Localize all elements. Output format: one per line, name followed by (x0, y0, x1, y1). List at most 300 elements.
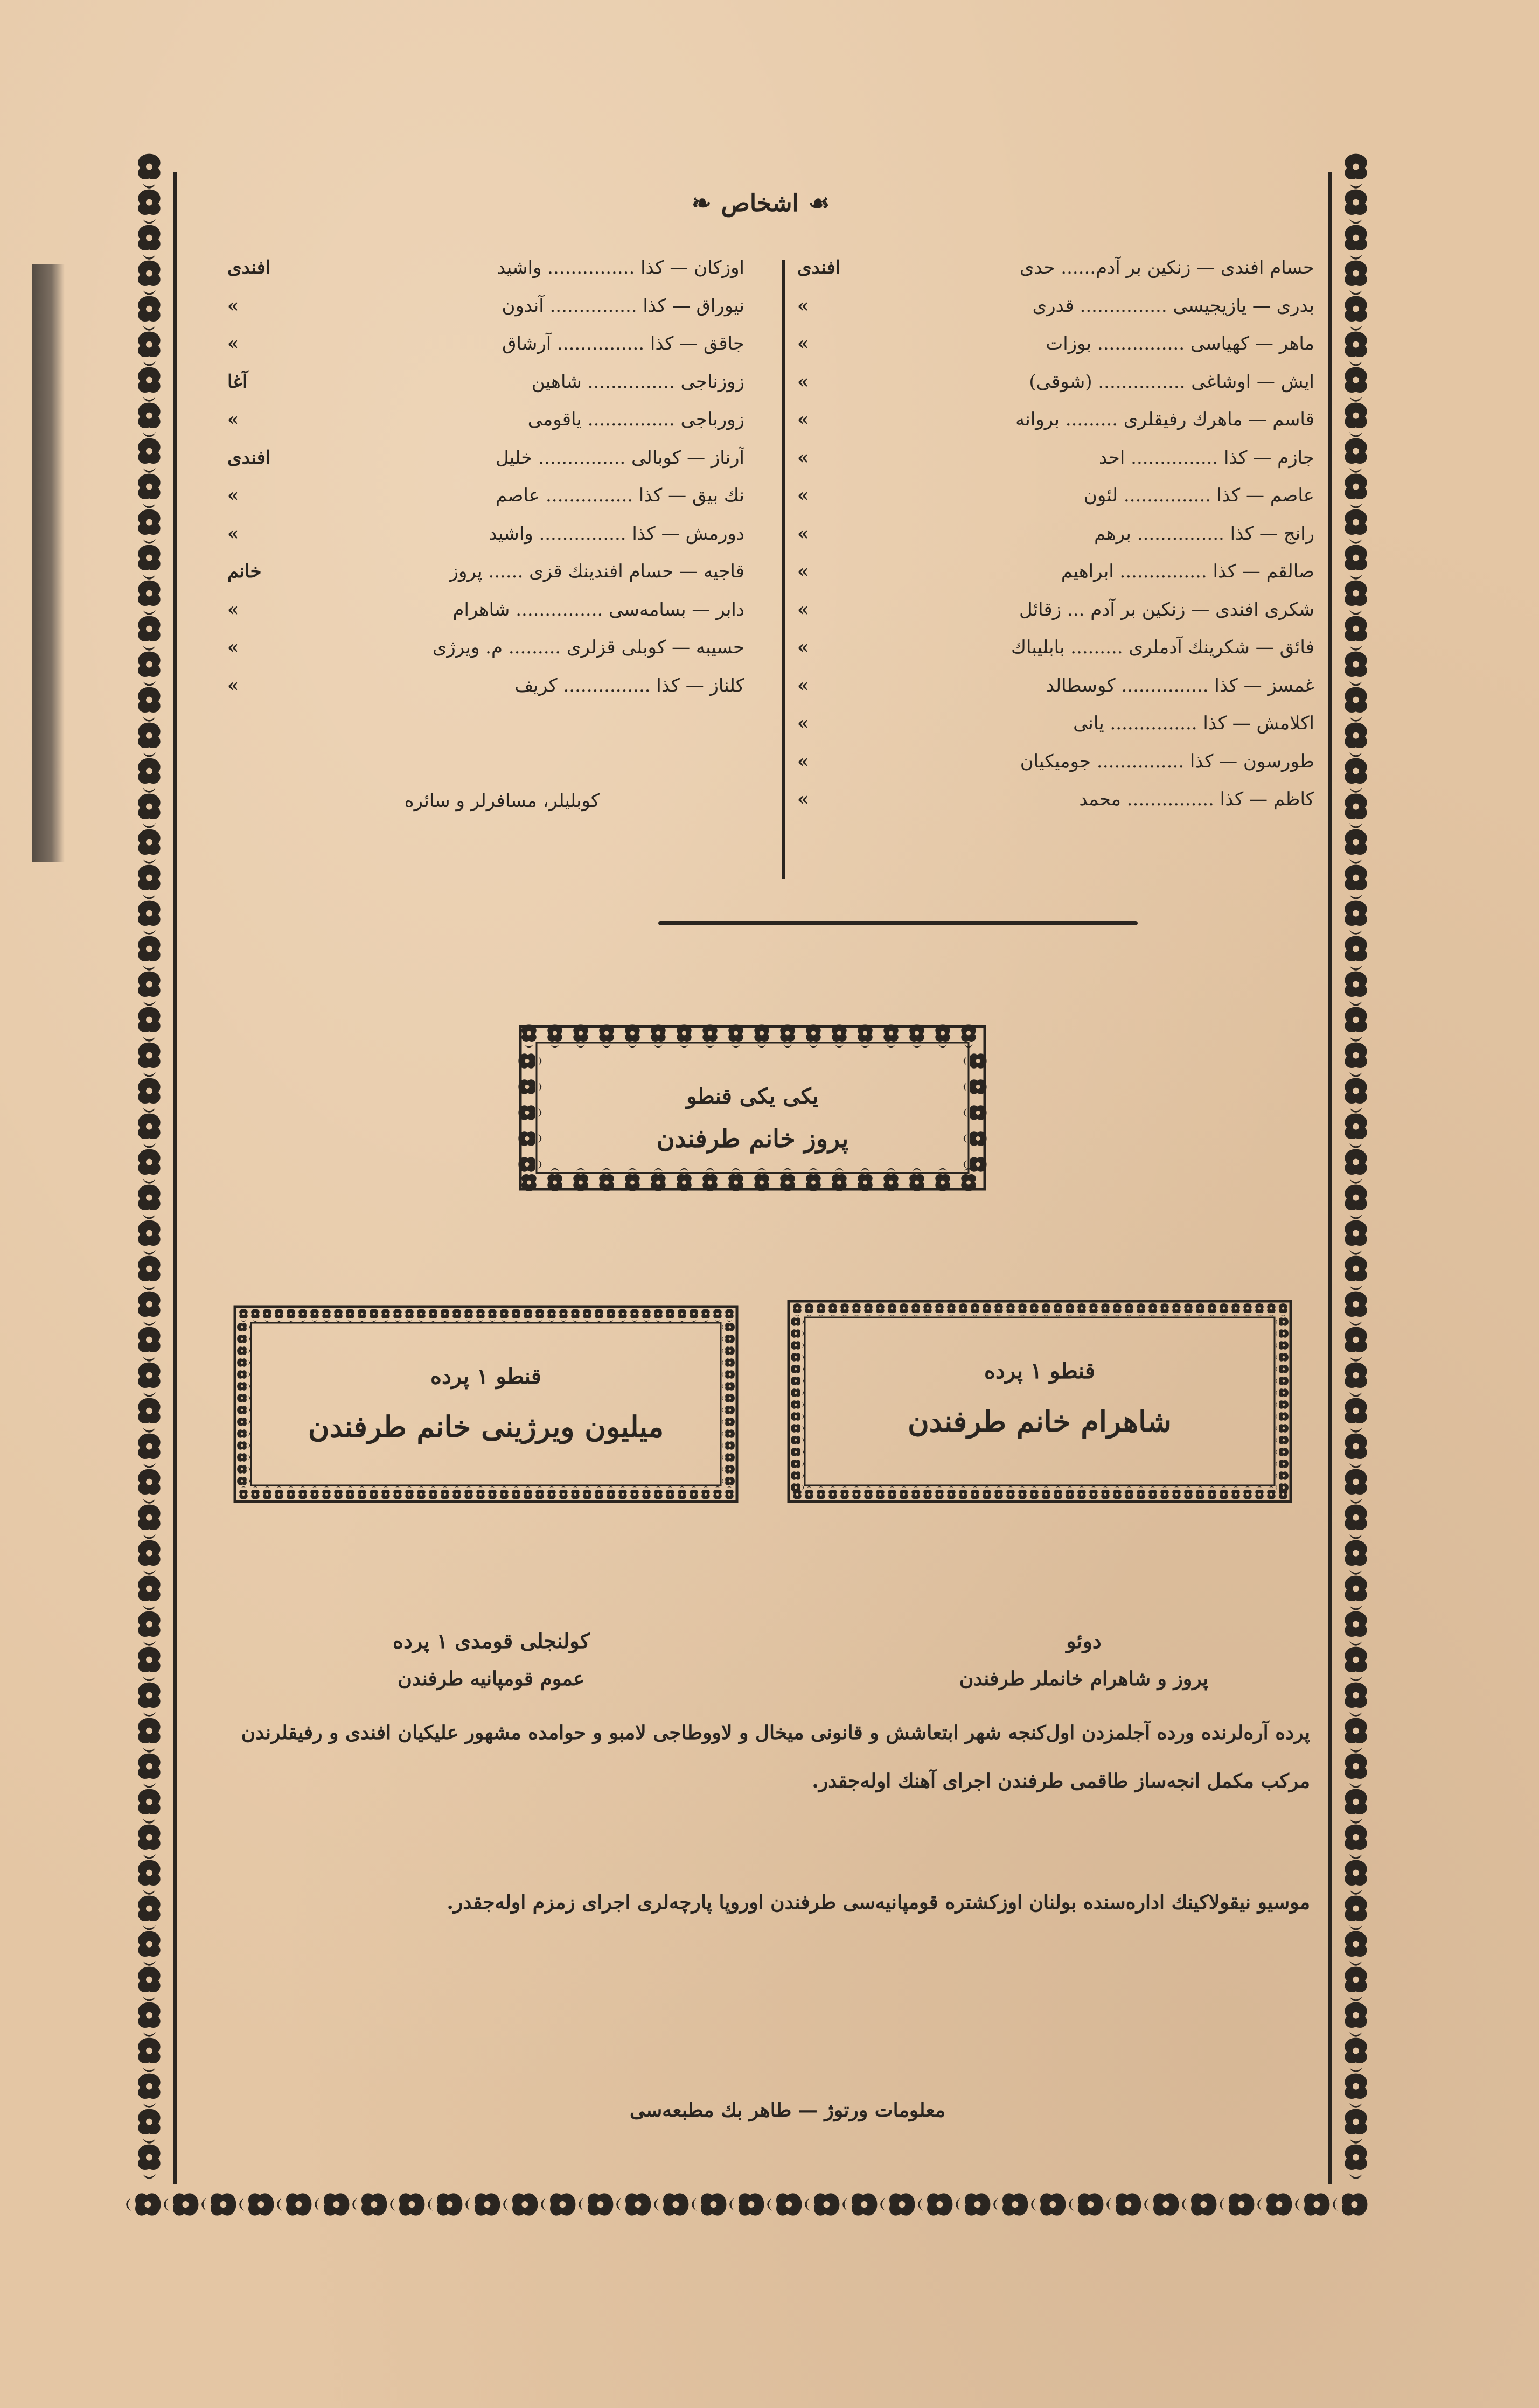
fleuron-icon (994, 1486, 1002, 1499)
fleuron-icon (524, 1486, 532, 1499)
fleuron-icon (138, 1505, 160, 1539)
fleuron-icon (888, 1303, 896, 1316)
fleuron-icon (1345, 545, 1367, 580)
fleuron-icon (138, 509, 160, 544)
fleuron-icon (277, 2193, 311, 2215)
fleuron-icon (138, 438, 160, 473)
fleuron-icon (237, 1477, 250, 1485)
fleuron-icon (138, 1434, 160, 1468)
cast-left-role: زورباجی ............... یاقومی (527, 409, 744, 430)
cast-left-row (227, 515, 744, 553)
cast-left-honorific: » (227, 295, 239, 317)
fleuron-icon (690, 1309, 698, 1322)
fleuron-icon (138, 723, 160, 757)
fleuron-icon (1345, 296, 1367, 331)
fleuron-icon (1148, 1303, 1157, 1316)
cast-right-honorific: » (797, 561, 809, 582)
fleuron-icon (138, 1007, 160, 1042)
fleuron-icon (1345, 225, 1367, 260)
fleuron-icon (1089, 1303, 1097, 1316)
fleuron-icon (728, 1024, 743, 1048)
fleuron-icon (666, 1486, 674, 1499)
fleuron-icon (791, 1317, 804, 1325)
paragraph-orchestra: موسیو نیقولاکینك اداره‌سنده بولنان اوزکشتره قومپانیه‌سی طرفندن اوروپا پارچه‌لری اجرای زمزم اوله‌جقدر. (447, 1891, 1310, 1914)
fleuron-icon (138, 403, 160, 437)
cast-right-honorific: » (797, 713, 809, 734)
fleuron-icon (138, 1185, 160, 1219)
cast-right-row (797, 515, 1314, 553)
fleuron-icon (805, 1303, 813, 1316)
ornamental-border-left (125, 146, 173, 2234)
fleuron-icon (900, 1303, 908, 1316)
cast-left-honorific: » (227, 637, 239, 658)
binding-stain (32, 264, 65, 862)
cast-footer: کوبلیلر، مسافرلر و سائره (404, 790, 600, 812)
fleuron-icon (1243, 1486, 1251, 1499)
fleuron-icon (1345, 901, 1367, 935)
separator-rule (658, 921, 1138, 925)
fleuron-icon (607, 1486, 615, 1499)
fleuron-icon (1231, 1486, 1239, 1499)
program-comedy-performers: عموم قومپانیه طرفندن (398, 1667, 585, 1690)
cast-right-role: رانج — کذا ............... برهم (1094, 522, 1314, 545)
fleuron-icon (237, 1394, 250, 1402)
fleuron-icon (840, 1486, 848, 1499)
cast-right-role: قاسم — ماهرك رفیقلری ......... بروانه (1015, 409, 1314, 430)
fleuron-icon (138, 1256, 160, 1290)
fleuron-icon (512, 1486, 520, 1499)
fleuron-icon (573, 1168, 588, 1191)
cast-left-honorific: » (227, 522, 239, 545)
fleuron-icon (947, 1303, 955, 1316)
fleuron-icon (138, 901, 160, 935)
fleuron-icon (1345, 403, 1367, 437)
cast-right-honorific: » (797, 409, 809, 430)
fleuron-icon (876, 1486, 884, 1499)
fleuron-icon (138, 1825, 160, 1859)
fleuron-icon (806, 1024, 820, 1048)
fleuron-icon (1345, 154, 1367, 189)
fleuron-icon (370, 1486, 378, 1499)
fleuron-icon (393, 1309, 401, 1322)
fleuron-icon (1196, 1486, 1204, 1499)
fleuron-icon (524, 1309, 532, 1322)
fleuron-icon (1069, 2193, 1103, 2215)
fleuron-icon (138, 1149, 160, 1184)
fleuron-icon (1042, 1486, 1050, 1499)
cast-left-honorific: » (227, 409, 239, 430)
fleuron-icon (138, 2038, 160, 2072)
fleuron-icon (1125, 1486, 1133, 1499)
fleuron-icon (1345, 794, 1367, 828)
fleuron-icon (138, 865, 160, 899)
cast-right-role: فائق — شکرینك آدملری ......... بابلیباك (1011, 637, 1314, 658)
fleuron-icon (1345, 1611, 1367, 1646)
fleuron-icon (310, 1309, 318, 1322)
fleuron-icon (1255, 1303, 1263, 1316)
fleuron-icon (1345, 1576, 1367, 1610)
program-box-right (781, 1294, 1298, 1509)
cast-right-honorific: » (797, 637, 809, 658)
fleuron-icon (547, 1168, 562, 1191)
cast-left-row (227, 553, 744, 591)
fleuron-icon (1101, 1486, 1109, 1499)
fleuron-icon (630, 1309, 638, 1322)
fleuron-icon (464, 1309, 472, 1322)
cast-left-role: قاجیه — حسام افندینك قزی ...... پروز (449, 561, 744, 582)
fleuron-icon (138, 1363, 160, 1397)
fleuron-icon (251, 1309, 259, 1322)
cast-right-row (797, 743, 1314, 781)
fleuron-icon (909, 1024, 924, 1048)
fleuron-icon (476, 1309, 484, 1322)
fleuron-icon (1279, 1303, 1287, 1316)
cast-right-role: غمسز — کذا ............... کوسطالد (1046, 674, 1314, 696)
fleuron-icon (138, 829, 160, 864)
fleuron-icon (1345, 616, 1367, 651)
fleuron-icon (677, 1168, 691, 1191)
fleuron-icon (642, 1309, 650, 1322)
fleuron-icon (964, 1053, 987, 1068)
fleuron-icon (923, 1486, 931, 1499)
fleuron-icon (237, 1453, 250, 1461)
fleuron-icon (956, 2193, 990, 2215)
fleuron-icon (1345, 2038, 1367, 2072)
fleuron-icon (725, 1309, 733, 1322)
fleuron-icon (138, 1683, 160, 1717)
ornamental-border-right (1332, 146, 1380, 2234)
fleuron-icon (1018, 1303, 1026, 1316)
fleuron-icon (1345, 723, 1367, 757)
fleuron-icon (298, 1309, 307, 1322)
fleuron-icon (518, 1157, 541, 1171)
fleuron-icon (1345, 261, 1367, 295)
fleuron-icon (346, 1309, 354, 1322)
fleuron-icon (571, 1486, 579, 1499)
fleuron-icon (1077, 1486, 1085, 1499)
fleuron-icon (1276, 1388, 1289, 1397)
fleuron-icon (595, 1486, 603, 1499)
fleuron-icon (883, 1024, 898, 1048)
fleuron-icon (888, 1486, 896, 1499)
page-frame (125, 146, 1380, 2234)
cast-right-row (797, 591, 1314, 629)
program-duet-title: دوئو (1066, 1629, 1102, 1653)
cast-left-row (227, 477, 744, 515)
fleuron-icon (1345, 1825, 1367, 1859)
fleuron-icon (791, 1483, 804, 1491)
ornament-icon: ☙ (808, 189, 830, 217)
fleuron-icon (138, 1754, 160, 1788)
fleuron-icon (805, 2193, 839, 2215)
fleuron-icon (547, 1486, 555, 1499)
fleuron-icon (791, 1388, 804, 1397)
fleuron-icon (1276, 1483, 1289, 1491)
fleuron-icon (428, 2193, 462, 2215)
fleuron-icon (393, 1486, 401, 1499)
fleuron-icon (1137, 1303, 1145, 1316)
fleuron-icon (876, 1303, 884, 1316)
fleuron-icon (138, 2002, 160, 2037)
fleuron-icon (713, 1309, 721, 1322)
cast-left-role: نك بیق — کذا ............... عاصم (496, 485, 744, 506)
fleuron-icon (1345, 1363, 1367, 1397)
fleuron-icon (390, 2193, 424, 2215)
ornament-icon: ❧ (691, 189, 712, 217)
fleuron-icon (722, 1335, 735, 1343)
cast-right-honorific: » (797, 522, 809, 545)
fleuron-icon (1030, 1303, 1038, 1316)
fleuron-icon (1345, 332, 1367, 366)
cast-left-honorific: » (227, 674, 239, 696)
fleuron-icon (263, 1486, 271, 1499)
fleuron-icon (1042, 1303, 1050, 1316)
cast-left-row (227, 667, 744, 705)
fleuron-icon (1276, 1448, 1289, 1456)
fleuron-icon (138, 2109, 160, 2144)
fleuron-icon (1113, 1486, 1121, 1499)
fleuron-icon (322, 1309, 330, 1322)
program-box-left-line2: میلیون ویرژینی خانم طرفندن (308, 1409, 664, 1444)
cast-right-row (797, 325, 1314, 363)
fleuron-icon (1196, 1303, 1204, 1316)
cast-right-honorific: » (797, 371, 809, 393)
fleuron-icon (625, 1024, 639, 1048)
fleuron-icon (334, 1486, 342, 1499)
fleuron-icon (429, 1309, 437, 1322)
fleuron-icon (571, 1309, 579, 1322)
fleuron-icon (298, 1486, 307, 1499)
fleuron-icon (138, 616, 160, 651)
fleuron-icon (1345, 1896, 1367, 1930)
fleuron-icon (935, 1024, 950, 1048)
cast-left-role: حسیبه — کوبلی قزلری ......... م. ویرژی (432, 637, 744, 658)
fleuron-icon (237, 1465, 250, 1473)
cast-right-honorific: » (797, 446, 809, 469)
cast-right-role: ماهر — کهیاسی ............... بوزات (1046, 333, 1314, 354)
fleuron-icon (1345, 1007, 1367, 1042)
fleuron-icon (1345, 1256, 1367, 1290)
fleuron-icon (935, 1303, 943, 1316)
fleuron-icon (1345, 1931, 1367, 1966)
fleuron-icon (1345, 581, 1367, 615)
fleuron-icon (722, 1453, 735, 1461)
fleuron-icon (138, 154, 160, 189)
fleuron-icon (1345, 509, 1367, 544)
fleuron-icon (864, 1486, 872, 1499)
fleuron-icon (971, 1303, 979, 1316)
cast-left-role: نیوراق — کذا ............... آندون (502, 295, 744, 317)
fleuron-icon (1333, 2193, 1367, 2215)
fleuron-icon (1345, 1967, 1367, 2001)
fleuron-icon (1345, 438, 1367, 473)
fleuron-icon (503, 2193, 538, 2215)
fleuron-icon (452, 1309, 461, 1322)
fleuron-icon (900, 1486, 908, 1499)
fleuron-icon (310, 1486, 318, 1499)
cast-right-honorific: » (797, 788, 809, 810)
fleuron-icon (852, 1303, 860, 1316)
fleuron-icon (138, 2145, 160, 2179)
cast-right-honorific: » (797, 598, 809, 620)
fleuron-icon (883, 1168, 898, 1191)
cast-right-role: بدری — یازیجیسی ............... قدری (1032, 295, 1314, 317)
fleuron-icon (1018, 1486, 1026, 1499)
cast-right-role: عاصم — کذا ............... لئون (1083, 485, 1314, 506)
fleuron-icon (1345, 652, 1367, 686)
fleuron-icon (729, 2193, 764, 2215)
fleuron-icon (654, 2193, 688, 2215)
fleuron-icon (573, 1024, 588, 1048)
fleuron-icon (547, 1024, 562, 1048)
fleuron-icon (1184, 1486, 1192, 1499)
fleuron-icon (1345, 2109, 1367, 2144)
fleuron-icon (346, 1486, 354, 1499)
fleuron-icon (654, 1486, 662, 1499)
fleuron-icon (138, 1611, 160, 1646)
fleuron-icon (1345, 1220, 1367, 1255)
fleuron-icon (559, 1309, 567, 1322)
fleuron-icon (138, 1967, 160, 2001)
fleuron-icon (754, 1168, 769, 1191)
fleuron-icon (358, 1309, 366, 1322)
fleuron-icon (1160, 1486, 1168, 1499)
fleuron-icon (138, 1647, 160, 1681)
fleuron-icon (1172, 1486, 1180, 1499)
fleuron-icon (164, 2193, 198, 2215)
fleuron-icon (983, 1303, 991, 1316)
fleuron-icon (618, 1486, 626, 1499)
fleuron-icon (1031, 2193, 1066, 2215)
fleuron-icon (722, 1477, 735, 1485)
fleuron-icon (1276, 1341, 1289, 1349)
cast-right-role: صالقم — کذا ............... ابراهیم (1061, 561, 1314, 582)
cast-right-honorific: » (797, 750, 809, 772)
fleuron-icon (138, 972, 160, 1006)
program-duet (944, 1622, 1224, 1698)
fleuron-icon (791, 1460, 804, 1468)
fleuron-icon (441, 1309, 449, 1322)
fleuron-icon (935, 1486, 943, 1499)
fleuron-icon (452, 1486, 461, 1499)
fleuron-icon (832, 1168, 846, 1191)
fleuron-icon (1345, 687, 1367, 722)
fleuron-icon (701, 1309, 709, 1322)
fleuron-icon (1006, 1303, 1014, 1316)
fleuron-icon (1255, 1486, 1263, 1499)
fleuron-icon (983, 1486, 991, 1499)
fleuron-icon (579, 2193, 613, 2215)
fleuron-icon (138, 1540, 160, 1575)
fleuron-icon (465, 2193, 500, 2215)
fleuron-icon (358, 1486, 366, 1499)
fleuron-icon (1295, 2193, 1329, 2215)
cast-right-row (797, 477, 1314, 515)
fleuron-icon (138, 332, 160, 366)
fleuron-icon (1345, 972, 1367, 1006)
fleuron-icon (138, 1860, 160, 1895)
cast-right-role: اکلامش — کذا ............... یانی (1073, 713, 1314, 734)
fleuron-icon (1220, 1303, 1228, 1316)
fleuron-icon (535, 1486, 544, 1499)
fleuron-icon (126, 2193, 161, 2215)
fleuron-icon (1089, 1486, 1097, 1499)
fleuron-icon (666, 1309, 674, 1322)
fleuron-icon (488, 1309, 496, 1322)
fleuron-icon (1345, 758, 1367, 793)
program-comedy (319, 1622, 664, 1698)
fleuron-icon (791, 1471, 804, 1479)
fleuron-icon (852, 1486, 860, 1499)
fleuron-icon (842, 2193, 877, 2215)
program-duet-performers: پروز و شاهرام خانملر طرفندن (959, 1667, 1209, 1690)
fleuron-icon (702, 1168, 717, 1191)
fleuron-icon (1345, 829, 1367, 864)
fleuron-icon (138, 474, 160, 508)
fleuron-icon (464, 1486, 472, 1499)
fleuron-icon (138, 687, 160, 722)
fleuron-icon (1345, 1185, 1367, 1219)
fleuron-icon (1345, 1078, 1367, 1113)
fleuron-icon (1160, 1303, 1168, 1316)
fleuron-icon (1220, 1486, 1228, 1499)
program-box-main (513, 1019, 992, 1197)
fleuron-icon (722, 1323, 735, 1331)
fleuron-icon (1276, 1471, 1289, 1479)
fleuron-icon (651, 1168, 665, 1191)
fleuron-icon (791, 1448, 804, 1456)
fleuron-icon (692, 2193, 726, 2215)
cast-right-row (797, 780, 1314, 819)
fleuron-icon (287, 1486, 295, 1499)
fleuron-icon (441, 1486, 449, 1499)
cast-right-row (797, 401, 1314, 439)
fleuron-icon (651, 1024, 665, 1048)
fleuron-icon (201, 2193, 236, 2215)
fleuron-icon (701, 1486, 709, 1499)
fleuron-icon (625, 1168, 639, 1191)
fleuron-icon (535, 1309, 544, 1322)
cast-left-honorific: » (227, 485, 239, 506)
fleuron-icon (1066, 1486, 1074, 1499)
fleuron-icon (237, 1346, 250, 1355)
fleuron-icon (1345, 1043, 1367, 1077)
fleuron-icon (138, 190, 160, 224)
fleuron-icon (767, 2193, 802, 2215)
cast-heading-title: اشخاص (721, 189, 799, 217)
fleuron-icon (923, 1303, 931, 1316)
fleuron-icon (1220, 2193, 1254, 2215)
program-box-left (227, 1299, 744, 1509)
fleuron-icon (138, 581, 160, 615)
fleuron-icon (1231, 1303, 1239, 1316)
cast-right-honorific: » (797, 333, 809, 354)
fleuron-icon (417, 1486, 425, 1499)
fleuron-icon (263, 1309, 271, 1322)
fleuron-icon (138, 1292, 160, 1326)
fleuron-icon (780, 1024, 795, 1048)
cast-left-role: آرناز — کوبالی ............... خلیل (495, 446, 744, 469)
fleuron-icon (405, 1486, 413, 1499)
printer-line: معلومات ورتوژ — طاهر بك مطبعه‌سی (629, 2099, 946, 2121)
cast-left-row (227, 401, 744, 439)
cast-left-honorific: افندی (227, 257, 271, 278)
fleuron-icon (334, 1309, 342, 1322)
fleuron-icon (138, 2074, 160, 2108)
cast-heading (664, 179, 858, 227)
fleuron-icon (780, 1168, 795, 1191)
fleuron-icon (239, 1309, 247, 1322)
